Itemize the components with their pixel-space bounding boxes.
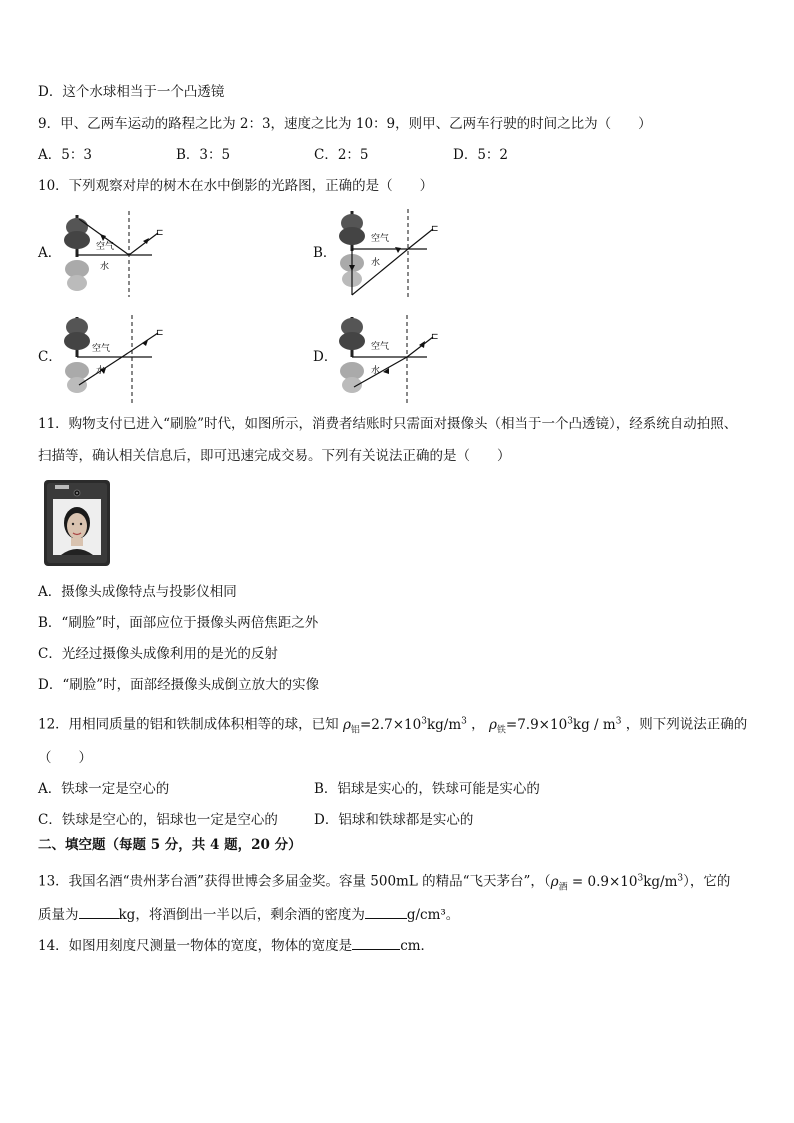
q11-option-a: A．摄像头成像特点与投影仪相同 [38, 584, 237, 600]
q10-option-c-label: C． [38, 349, 62, 365]
q13-blank-mass[interactable] [79, 904, 119, 919]
water-label: 水 [371, 258, 381, 268]
q12-stem: 12．用相同质量的铝和铁制成体积相等的球，已知 $\rho_铝=2.7\times 10^3kg/m^3$ ， $\rho_铁=7.9\times 10^3kg / m^3$ ，则下列说法正确的 [38, 716, 748, 736]
q10-stem: 10．下列观察对岸的树木在水中倒影的光路图，正确的是（ ） [38, 178, 434, 194]
q12-option-d: D．铝球和铁球都是实心的 [314, 812, 474, 828]
water-label: 水 [96, 366, 106, 376]
tree-icon [64, 317, 90, 393]
q9-stem: 9．甲、乙两车运动的路程之比为 2：3，速度之比为 10：9，则甲、乙两车行驶的时间之比为（ ） [38, 116, 652, 132]
q14-stem: 14．如图用刻度尺测量一物体的宽度，物体的宽度是 cm． [38, 935, 434, 956]
svg-text:⊏: ⊏ [431, 332, 439, 342]
q9-option-c: C．2：5 [314, 147, 369, 163]
tree-icon [339, 317, 365, 393]
q13-stem-line2: 质量为 kg，将酒倒出一半以后，剩余酒的密度为 g/cm³。 [38, 904, 459, 925]
q12-option-b: B．铝球是实心的，铁球可能是实心的 [314, 781, 540, 797]
q9-option-b: B．3：5 [176, 147, 231, 163]
q13-blank-density[interactable] [365, 904, 407, 919]
q11-option-b: B．“刷脸”时，面部应位于摄像头两倍焦距之外 [38, 615, 319, 631]
svg-text:⊏: ⊏ [156, 328, 164, 338]
section-title-fill-in: 二、填空题（每题 5 分，共 4 题，20 分） [38, 837, 302, 853]
q10-diagram-d [335, 313, 445, 405]
water-label: 水 [371, 366, 381, 376]
air-label: 空气 [371, 342, 390, 352]
q12-option-a: A．铁球一定是空心的 [38, 781, 170, 797]
q10-diagram-c [60, 313, 170, 405]
q8-option-d: D．这个水球相当于一个凸透镜 [38, 84, 225, 100]
q9-option-d: D．5：2 [453, 147, 509, 163]
q12-stem-post: ，则下列说法正确的 [625, 716, 748, 733]
q11-option-d: D．“刷脸”时，面部经摄像头成倒立放大的实像 [38, 677, 320, 693]
q13-stem-line1: 13．我国名酒“贵州茅台酒”获得世博会多届金奖。容量 500mL 的精品“飞天茅台”，$(\rho_酒 = 0.9\times 10^3kg/m^3)$，它的 [38, 873, 731, 893]
svg-text:⊏: ⊏ [156, 228, 164, 238]
q12-stem-pre: 12．用相同质量的铝和铁制成体积相等的球，已知 [38, 716, 339, 733]
water-label: 水 [100, 262, 110, 272]
q10-option-b-label: B． [313, 245, 337, 261]
q12-formula-fe: $\rho_铁=7.9\times 10^3kg / m^3$ [488, 716, 622, 736]
tree-icon [64, 215, 90, 291]
q10-option-d-label: D． [313, 349, 338, 365]
q14-blank-width[interactable] [352, 935, 400, 950]
q10-option-a-label: A． [38, 245, 62, 261]
q13-formula: $\rho_酒 = 0.9\times 10^3kg/m^3$ [550, 873, 684, 893]
q11-stem-line2: 扫描等，确认相关信息后，即可迅速完成交易。下列有关说法正确的是（ ） [38, 448, 511, 464]
svg-text:⊏: ⊏ [431, 224, 439, 234]
q10-diagram-a [60, 207, 170, 299]
brand-logo [55, 485, 69, 489]
q12-formula-al: $\rho_铝=2.7\times 10^3kg/m^3$ [342, 716, 467, 736]
q12-option-c: C．铁球是空心的，铝球也一定是空心的 [38, 812, 278, 828]
q10-diagram-b [335, 207, 445, 299]
air-label: 空气 [96, 242, 115, 252]
q11-option-c: C．光经过摄像头成像利用的是光的反射 [38, 646, 278, 662]
q11-stem-line1: 11．购物支付已进入“刷脸”时代，如图所示，消费者结账时只需面对摄像头（相当于一个凸透镜），经系统自动拍照、 [38, 416, 738, 432]
air-label: 空气 [92, 344, 111, 354]
air-label: 空气 [371, 234, 390, 244]
q12-answer-paren: （ ） [38, 750, 92, 766]
q11-face-scanner-image [43, 479, 111, 567]
q9-option-a: A．5：3 [38, 147, 92, 163]
